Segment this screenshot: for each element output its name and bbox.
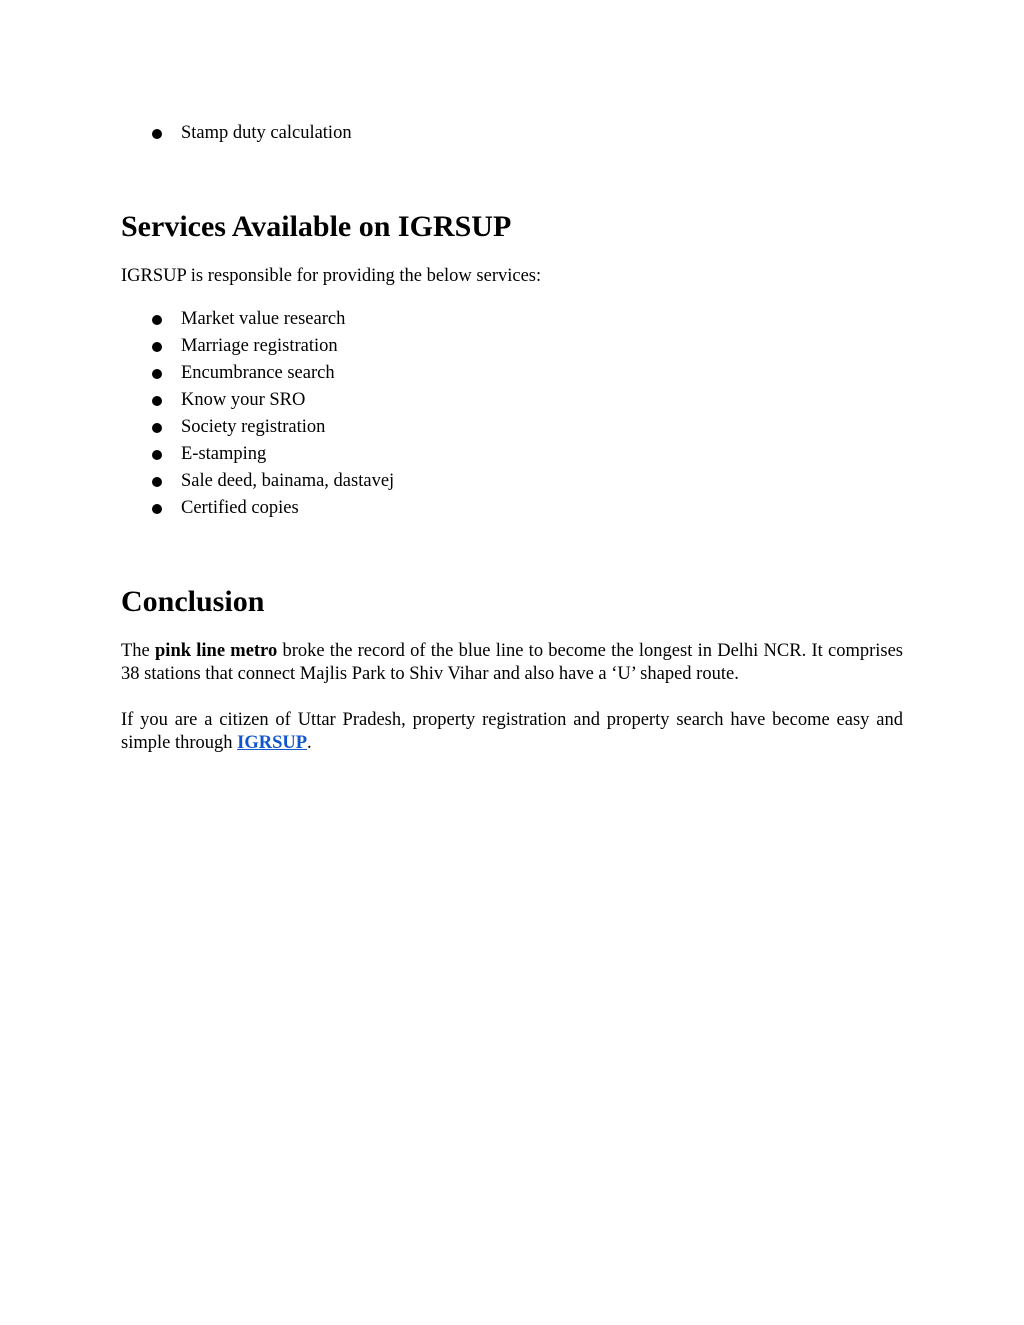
bullet-icon xyxy=(152,369,162,379)
list-item-text: Stamp duty calculation xyxy=(181,123,352,143)
conclusion-paragraph-2 xyxy=(121,709,903,755)
conclusion-paragraph-1 xyxy=(121,640,903,686)
bullet-icon xyxy=(152,477,162,487)
igrsup-link[interactable]: IGRSUP xyxy=(237,733,308,753)
list-item xyxy=(0,468,394,495)
top-bullet-list xyxy=(0,120,352,147)
list-item-text: Society registration xyxy=(181,417,326,437)
list-item xyxy=(0,414,394,441)
list-item xyxy=(0,495,394,522)
paragraph-rest: broke the record of the blue line to become the longest in Delhi NCR. It comprises 38 stations that connect Majlis Park to Shiv Vihar and also have a ‘U’ shaped route. xyxy=(121,641,904,684)
list-item-text: Know your SRO xyxy=(181,390,306,410)
bullet-icon xyxy=(152,504,162,514)
list-item xyxy=(0,333,394,360)
bullet-icon xyxy=(152,342,162,352)
services-intro: IGRSUP is responsible for providing the below services: xyxy=(121,266,542,286)
paragraph-tail: . xyxy=(307,733,312,753)
list-item-text: E-stamping xyxy=(181,444,267,464)
bullet-icon xyxy=(152,129,162,139)
list-item-text: Encumbrance search xyxy=(181,363,335,383)
paragraph-lead: If you are a citizen of Uttar Pradesh, property registration and property search have become easy and simple through xyxy=(121,710,903,753)
list-item xyxy=(0,360,394,387)
bullet-icon xyxy=(152,450,162,460)
list-item-text: Market value research xyxy=(181,309,346,329)
bullet-icon xyxy=(152,315,162,325)
list-item-text: Sale deed, bainama, dastavej xyxy=(181,471,395,491)
list-item xyxy=(0,387,394,414)
services-heading: Services Available on IGRSUP xyxy=(121,210,512,243)
services-list xyxy=(0,306,394,522)
list-item xyxy=(0,120,352,147)
bold-phrase: pink line metro xyxy=(155,641,278,661)
conclusion-heading: Conclusion xyxy=(121,585,265,618)
list-item xyxy=(0,441,394,468)
list-item-text: Marriage registration xyxy=(181,336,338,356)
bullet-icon xyxy=(152,423,162,433)
paragraph-lead: The xyxy=(121,641,156,661)
list-item-text: Certified copies xyxy=(181,498,299,518)
bullet-icon xyxy=(152,396,162,406)
list-item xyxy=(0,306,394,333)
